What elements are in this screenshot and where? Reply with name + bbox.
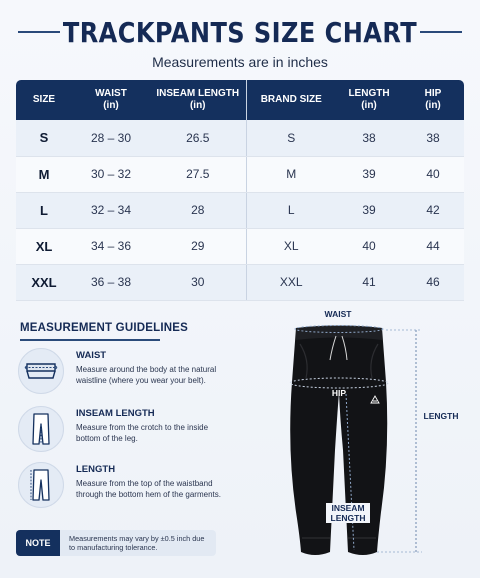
cell-brand-size: M [246, 156, 336, 192]
table-row [16, 120, 464, 156]
cell-hip: 42 [402, 192, 464, 228]
cell-waist: 36 – 38 [72, 264, 150, 300]
column-header-waist: WAIST (in) [72, 80, 150, 120]
cell-hip: 40 [402, 156, 464, 192]
cell-inseam: 26.5 [150, 120, 246, 156]
page-subtitle: Measurements are in inches [152, 54, 328, 70]
length-pants-icon [18, 462, 64, 508]
size-chart-table [16, 80, 464, 301]
cell-waist: 28 – 30 [72, 120, 150, 156]
guideline-waist [18, 348, 228, 408]
cell-brand-size: L [246, 192, 336, 228]
cell-brand-size: XXL [246, 264, 336, 300]
cell-waist: 32 – 34 [72, 192, 150, 228]
trackpants-diagram [240, 300, 460, 572]
title-rule-right [420, 31, 462, 33]
cell-length: 39 [336, 156, 402, 192]
cell-inseam: 29 [150, 228, 246, 264]
guideline-text: Measure from the top of the waistband through the bottom hem of the garments. [76, 479, 221, 499]
page-title: TRACKPANTS SIZE CHART [62, 15, 418, 49]
cell-brand-size: S [246, 120, 336, 156]
hip-label: HIP [331, 388, 347, 398]
guideline-heading: WAIST [76, 350, 107, 361]
guidelines-underline [20, 339, 160, 341]
note-box [16, 530, 216, 556]
cell-hip: 46 [402, 264, 464, 300]
table-row [16, 192, 464, 228]
waist-label: WAIST [324, 309, 352, 319]
inseam-pants-icon [18, 406, 64, 452]
note-text: Measurements may vary by ±0.5 inch due to manufacturing tolerance. [69, 534, 205, 552]
cell-inseam: 28 [150, 192, 246, 228]
table-row [16, 228, 464, 264]
cell-waist: 30 – 32 [72, 156, 150, 192]
cell-size: M [16, 156, 72, 192]
inseam-label-line1: INSEAM [331, 503, 365, 513]
table-row [16, 264, 464, 300]
guideline-heading: LENGTH [76, 464, 116, 475]
cell-waist: 34 – 36 [72, 228, 150, 264]
cell-hip: 38 [402, 120, 464, 156]
column-header-inseam: INSEAM LENGTH (in) [150, 80, 246, 120]
cell-length: 41 [336, 264, 402, 300]
column-header-length: LENGTH (in) [336, 80, 402, 120]
inseam-label-line2: LENGTH [330, 513, 366, 523]
cell-size: S [16, 120, 72, 156]
cell-length: 40 [336, 228, 402, 264]
guideline-length [18, 462, 228, 522]
column-header-hip: HIP (in) [402, 80, 464, 120]
cell-inseam: 27.5 [150, 156, 246, 192]
guidelines-title: MEASUREMENT GUIDELINES [20, 322, 188, 334]
cell-inseam: 30 [150, 264, 246, 300]
length-label: LENGTH [423, 411, 459, 421]
cell-hip: 44 [402, 228, 464, 264]
guideline-inseam [18, 406, 228, 466]
table-row [16, 156, 464, 192]
table-header-row [16, 80, 464, 120]
cell-size: XXL [16, 264, 72, 300]
column-header-size: SIZE [16, 80, 72, 120]
cell-size: XL [16, 228, 72, 264]
title-rule-left [18, 31, 60, 33]
cell-brand-size: XL [246, 228, 336, 264]
note-label: NOTE [16, 530, 60, 556]
inseam-label [326, 503, 370, 523]
cell-size: L [16, 192, 72, 228]
waistband-icon [18, 348, 64, 394]
title-row [0, 12, 480, 52]
cell-length: 38 [336, 120, 402, 156]
guideline-text: Measure from the crotch to the inside bottom of the leg. [76, 423, 209, 443]
cell-length: 39 [336, 192, 402, 228]
column-header-brand-size: BRAND SIZE [246, 80, 336, 120]
guideline-text: Measure around the body at the natural waistline (where you wear your belt). [76, 365, 217, 385]
guideline-heading: INSEAM LENGTH [76, 408, 155, 419]
